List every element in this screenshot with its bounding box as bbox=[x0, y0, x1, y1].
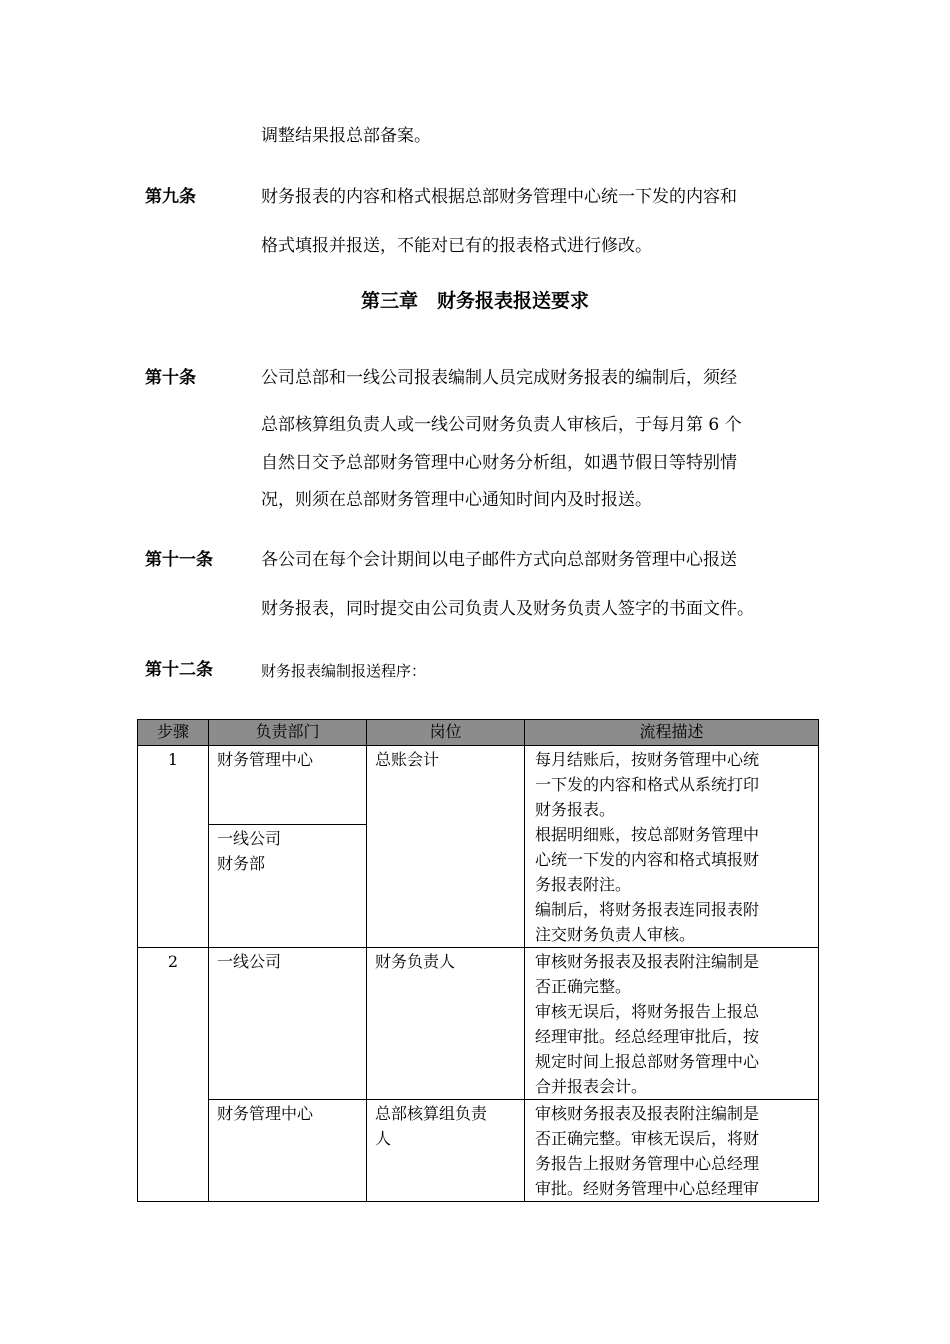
desc-line: 合并报表会计。 bbox=[535, 1077, 648, 1096]
description-cell bbox=[525, 1100, 819, 1202]
step-number bbox=[138, 948, 209, 1202]
article-10-line-3: 自然日交予总部财务管理中心财务分析组，如遇节假日等特别情 bbox=[261, 453, 737, 473]
desc-line: 心统一下发的内容和格式填报财 bbox=[535, 850, 760, 869]
dept-text: 一线公司 bbox=[217, 952, 282, 971]
position-text: 财务负责人 bbox=[375, 952, 456, 971]
position-cell bbox=[367, 746, 525, 948]
desc-line: 否正确完整。 bbox=[535, 977, 632, 996]
article-10-line-4: 况，则须在总部财务管理中心通知时间内及时报送。 bbox=[261, 490, 652, 510]
desc-line: 注交财务负责人审核。 bbox=[535, 925, 696, 944]
header-description: 流程描述 bbox=[525, 720, 819, 746]
dept-cell bbox=[209, 1100, 367, 1202]
text-line: 调整结果报总部备案。 bbox=[261, 126, 431, 146]
description-cell bbox=[525, 948, 819, 1100]
desc-line: 一下发的内容和格式从系统打印 bbox=[535, 775, 760, 794]
desc-line: 规定时间上报总部财务管理中心 bbox=[535, 1052, 760, 1071]
article-11-line-1: 各公司在每个会计期间以电子邮件方式向总部财务管理中心报送 bbox=[261, 550, 737, 570]
article-10-line-2: 总部核算组负责人或一线公司财务负责人审核后，于每月第 6 个 bbox=[261, 415, 742, 435]
desc-line: 经理审批。经总经理审批后，按 bbox=[535, 1027, 760, 1046]
table-header-row bbox=[138, 720, 819, 746]
desc-line: 财务报表。 bbox=[535, 800, 616, 819]
desc-line: 审批。经财务管理中心总经理审 bbox=[535, 1179, 760, 1198]
article-11-line-2: 财务报表，同时提交由公司负责人及财务负责人签字的书面文件。 bbox=[261, 599, 754, 619]
desc-line: 编制后，将财务报表连同报表附 bbox=[535, 900, 760, 919]
position-text: 总账会计 bbox=[375, 750, 440, 769]
header-dept: 负责部门 bbox=[209, 720, 367, 746]
step-number bbox=[138, 746, 209, 948]
article-label-9: 第九条 bbox=[145, 187, 196, 207]
process-table bbox=[137, 719, 819, 1202]
dept-cell bbox=[209, 746, 367, 825]
desc-line: 否正确完整。审核无误后，将财 bbox=[535, 1129, 760, 1148]
header-position: 岗位 bbox=[367, 720, 525, 746]
chapter-heading: 第三章 财务报表报送要求 bbox=[360, 290, 589, 312]
dept-cell bbox=[209, 825, 367, 948]
dept-text: 一线公司 bbox=[217, 829, 282, 848]
table-row bbox=[138, 746, 819, 825]
position-text: 总部核算组负责 bbox=[375, 1104, 488, 1123]
article-9-line-1: 财务报表的内容和格式根据总部财务管理中心统一下发的内容和 bbox=[261, 187, 737, 207]
header-step: 步骤 bbox=[138, 720, 209, 746]
dept-text: 财务管理中心 bbox=[217, 750, 314, 769]
dept-text: 财务部 bbox=[217, 854, 266, 873]
desc-line: 务报告上报财务管理中心总经理 bbox=[535, 1154, 760, 1173]
article-12-line-1: 财务报表编制报送程序： bbox=[261, 662, 427, 680]
article-label-12: 第十二条 bbox=[145, 660, 213, 680]
article-10-line-1: 公司总部和一线公司报表编制人员完成财务报表的编制后，须经 bbox=[261, 368, 737, 388]
step-number-text: 1 bbox=[167, 750, 179, 769]
desc-line: 每月结账后，按财务管理中心统 bbox=[535, 750, 760, 769]
step-number-text: 2 bbox=[167, 952, 179, 971]
article-label-10: 第十条 bbox=[145, 368, 196, 388]
position-text: 人 bbox=[375, 1129, 392, 1148]
position-cell bbox=[367, 1100, 525, 1202]
article-label-11: 第十一条 bbox=[145, 550, 213, 570]
article-9-line-2: 格式填报并报送，不能对已有的报表格式进行修改。 bbox=[261, 236, 652, 256]
desc-line: 审核无误后，将财务报告上报总 bbox=[535, 1002, 760, 1021]
description-cell bbox=[525, 746, 819, 948]
desc-line: 根据明细账，按总部财务管理中 bbox=[535, 825, 760, 844]
table-row bbox=[138, 1100, 819, 1202]
dept-text: 财务管理中心 bbox=[217, 1104, 314, 1123]
position-cell bbox=[367, 948, 525, 1100]
desc-line: 审核财务报表及报表附注编制是 bbox=[535, 952, 760, 971]
desc-line: 审核财务报表及报表附注编制是 bbox=[535, 1104, 760, 1123]
desc-line: 务报表附注。 bbox=[535, 875, 632, 894]
dept-cell bbox=[209, 948, 367, 1100]
table-row bbox=[138, 948, 819, 1100]
